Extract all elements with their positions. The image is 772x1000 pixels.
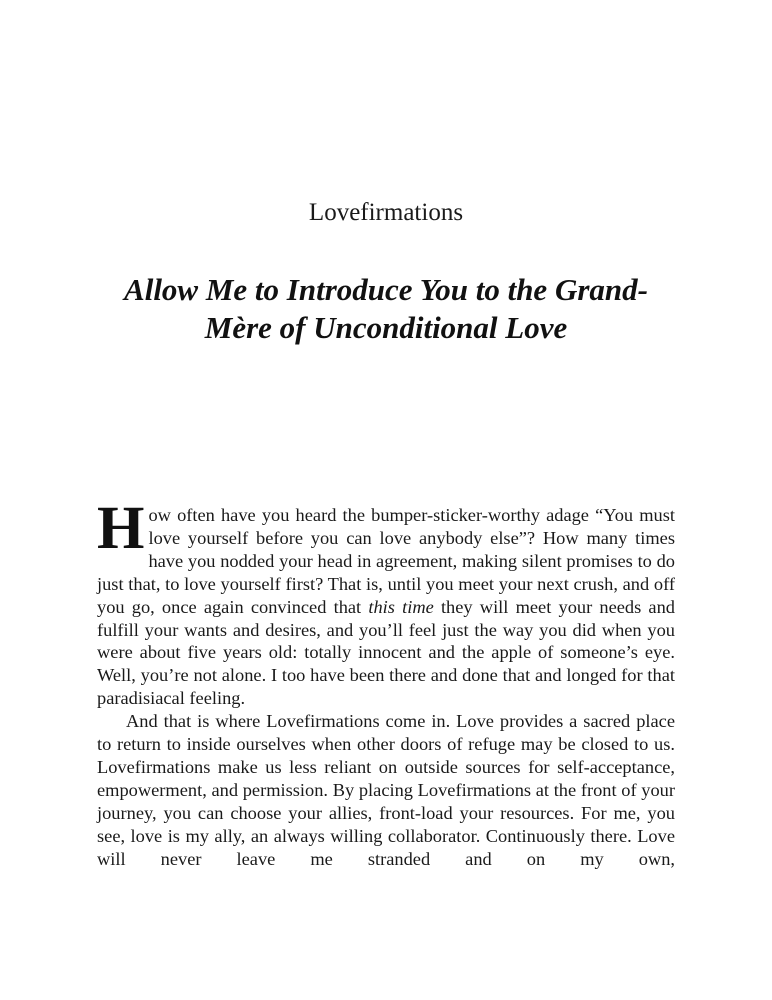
body-text <box>97 495 675 871</box>
paragraph-1 <box>97 495 675 710</box>
section-title: Lovefirmations <box>308 199 464 226</box>
paragraph-1-italic: this time <box>368 596 434 617</box>
paragraph-1-text-b: they will meet your needs and fulfill your wants and desires, and you’ll feel just the way you did when you were about five years old: totally innocent and the apple of someone’s eye. Well, you’re not alone. I too have been there and done that and longed for that paradisiacal feeling. <box>97 596 675 709</box>
chapter-title <box>100 271 672 347</box>
chapter-title-line-1: Allow Me to Introduce You to the Grand- <box>124 272 648 307</box>
chapter-title-line-2: Mère of Unconditional Love <box>204 310 568 345</box>
paragraph-2: And that is where Lovefirmations come in. Love provides a sacred place to return to inside ourselves when other doors of refuge may be closed to us. Lovefirmations make us less reliant on outside sources for self-acceptance, empowerment, and permission. By placing Lovefirmations at the front of your journey, you can choose your allies, front-load your resources. For me, you see, love is my ally, an always willing collaborator. Continuously there. Love will never leave me stranded and on my own, <box>97 711 675 869</box>
drop-cap: H <box>97 495 145 562</box>
paragraph-1-text-a: ow often have you heard the bumper-sticker-worthy adage “You must love yourself before you can love anybody else”? How many times have you nodded your head in agreement, making silent promises to do just that, to love yourself first? That is, until you meet your next crush, and off you go, once again convinced that <box>97 505 675 617</box>
